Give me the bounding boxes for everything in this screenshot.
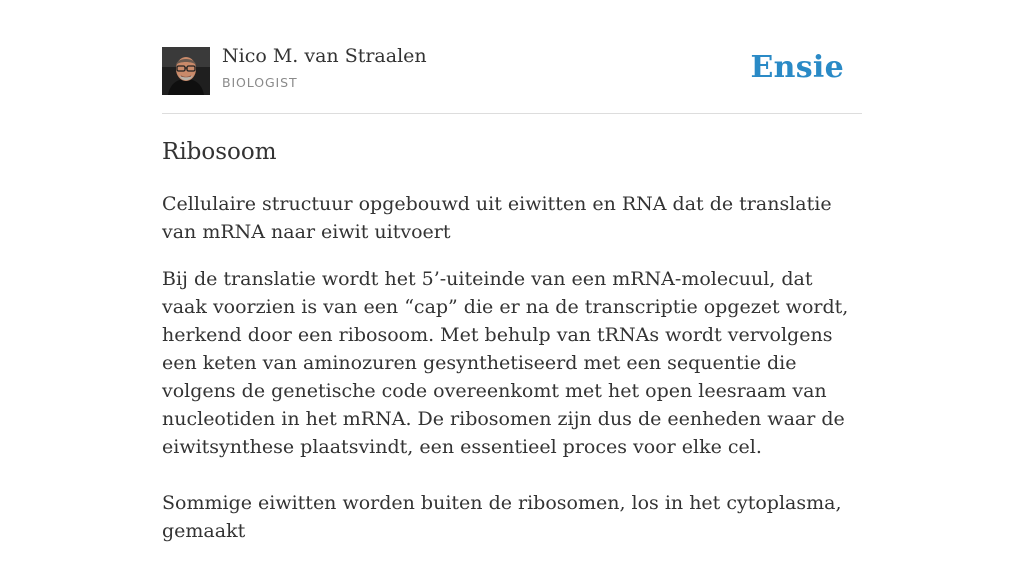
- entry-definition: Cellulaire structuur opgebouwd uit eiwitten en RNA dat de translatie van mRNA naar eiwit uitvoert: [162, 193, 832, 243]
- entry-paragraph: Bij de translatie wordt het 5’-uiteinde van een mRNA-molecuul, dat vaak voorzien is van een “cap” die er na de transcriptie opgezet wordt, herkend door een ribosoom. Met behulp van tRNAs wordt vervolgens een keten van aminozuren gesynthetiseerd met een sequentie die volgens de genetische code overeenkomt met het open leesraam van nucleotiden in het mRNA. De ribosomen zijn dus de eenheden waar de eiwitsynthese plaatsvindt, een essentieel proces voor elke cel.: [162, 268, 849, 458]
- author-portrait-icon: [162, 47, 210, 95]
- author-header: [162, 0, 862, 114]
- entry-body: [162, 265, 862, 573]
- author-name[interactable]: Nico M. van Straalen: [222, 45, 427, 67]
- ensie-logo[interactable]: Ensie: [750, 50, 844, 85]
- entry-title: Ribosoom: [162, 139, 277, 165]
- entry-paragraph: Sommige eiwitten worden buiten de ribosomen, los in het cytoplasma, gemaakt: [162, 492, 842, 542]
- author-role: BIOLOGIST: [222, 75, 298, 90]
- author-avatar[interactable]: [162, 47, 210, 95]
- content-column: [162, 0, 862, 542]
